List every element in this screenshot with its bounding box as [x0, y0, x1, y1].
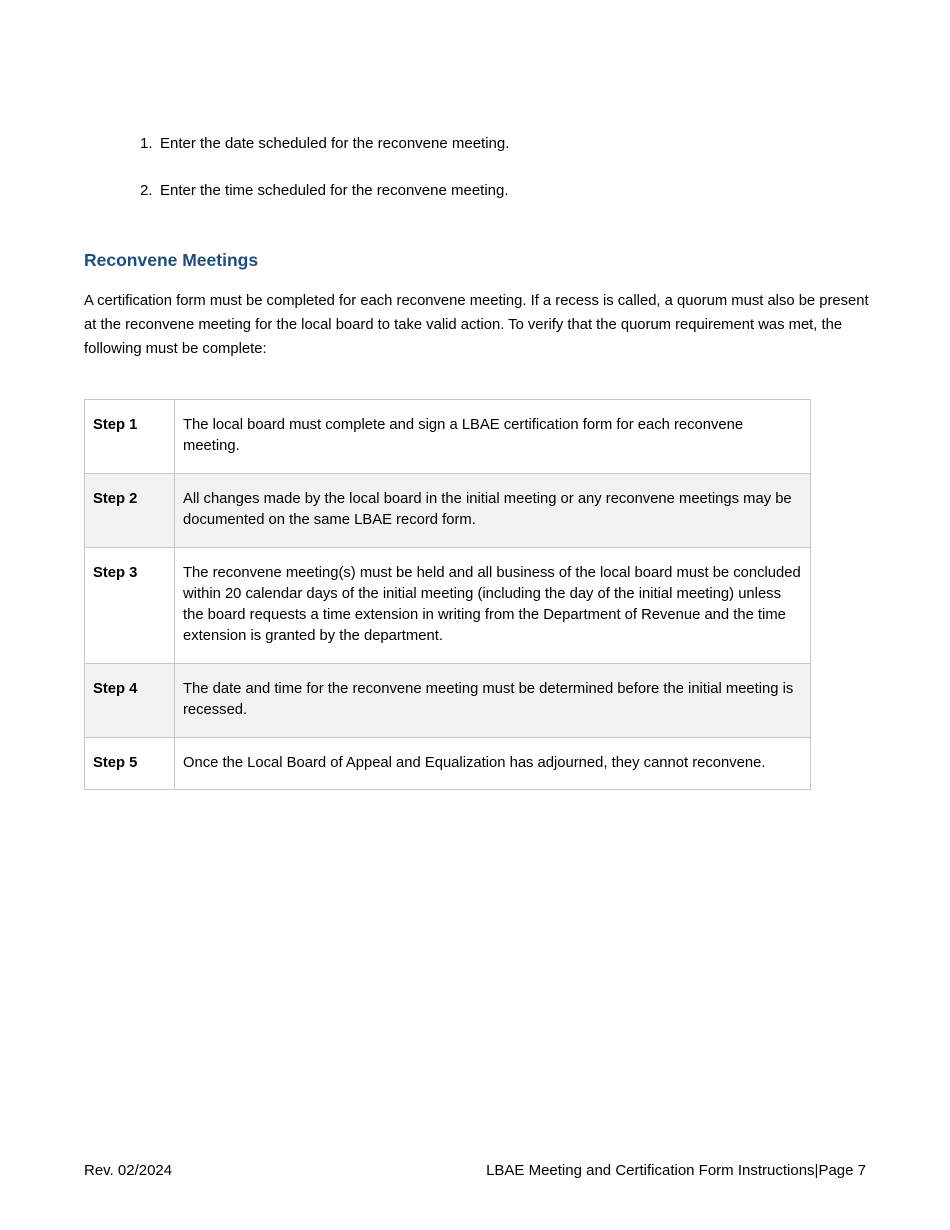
list-text: Enter the time scheduled for the reconvene meeting.: [160, 182, 509, 199]
step-text: The local board must complete and sign a LBAE certification form for each reconvene meeting.: [175, 400, 811, 474]
table-row: [85, 664, 811, 738]
footer-title: LBAE Meeting and Certification Form Instructions: [486, 1162, 815, 1179]
steps-table: [84, 399, 811, 790]
list-text: Enter the date scheduled for the reconvene meeting.: [160, 135, 510, 152]
list-item: [140, 134, 509, 154]
step-label: Step 2: [85, 474, 175, 548]
footer-page-info: [486, 1161, 866, 1181]
section-heading: Reconvene Meetings: [84, 250, 259, 270]
step-text: The date and time for the reconvene meeting must be determined before the initial meeting is recessed.: [175, 664, 811, 738]
table-row: [85, 738, 811, 790]
list-number: 1.: [140, 135, 153, 152]
footer-revision: Rev. 02/2024: [84, 1162, 173, 1179]
list-number: 2.: [140, 182, 153, 199]
table-row: [85, 400, 811, 474]
step-label: Step 5: [85, 738, 175, 790]
step-text: The reconvene meeting(s) must be held and all business of the local board must be concluded within 20 calendar days of the initial meeting (including the day of the initial meeting) unless the board requests a time extension in writing from the Department of Revenue and the time extension is granted by the department.: [175, 548, 811, 664]
step-label: Step 4: [85, 664, 175, 738]
step-text: Once the Local Board of Appeal and Equalization has adjourned, they cannot reconvene.: [175, 738, 811, 790]
table-row: [85, 474, 811, 548]
step-text: All changes made by the local board in the initial meeting or any reconvene meetings may be documented on the same LBAE record form.: [175, 474, 811, 548]
list-item: [140, 181, 509, 201]
footer-separator: |: [814, 1162, 819, 1179]
step-label: Step 3: [85, 548, 175, 664]
step-label: Step 1: [85, 400, 175, 474]
numbered-list: [140, 134, 509, 228]
section-paragraph: A certification form must be completed for each reconvene meeting. If a recess is called, a quorum must also be present at the reconvene meeting for the local board to take valid action. To verify that the quorum requirement was met, the following must be complete:: [84, 293, 869, 357]
footer-page-number: Page 7: [818, 1162, 866, 1179]
table-row: [85, 548, 811, 664]
